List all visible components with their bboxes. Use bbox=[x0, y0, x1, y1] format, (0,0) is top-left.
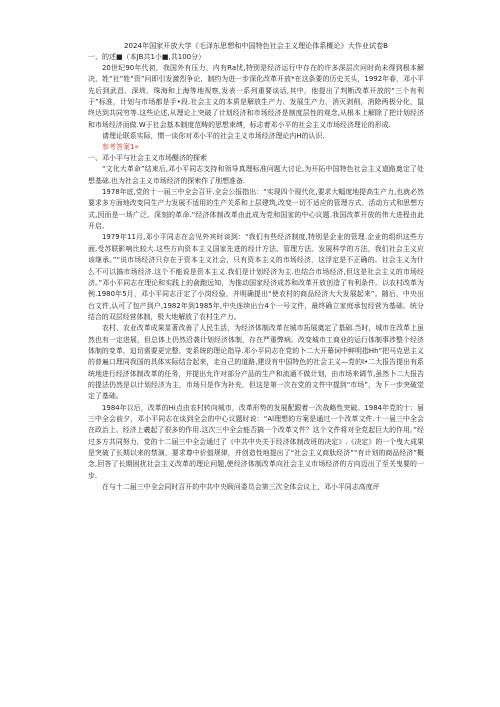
question-paragraph: 20世纪90年代初，我国外有压力，内有Ra忧,特别是经济运行中存在的许多深层次问时尚未得到根本解决，姓“社”姓“资”问即引发激烈争论，制约为进一步深化改革开放*在这条要的历史关头，1992年春，邓小平先后到武昌、深圳、珠海和上海等地视察,发表一系列重要谈话,其中，他提出了判断改革开放的“三个有利于”标准，计划与市场都是手•段.社会主义的本质是解放生产力、发展生产力，消灭剥削，消除两极分化，鼠终达到共同穷等.这些论述,从理论上突破了计划经济和市场经济是制度层性的观念,从根本上解除了把计划经济和市场经济而做.W于社会基本制度范畴的思想束缚，标志着邓小平的社会主义市场经济理论的形成. bbox=[88, 64, 424, 129]
section-heading: 一、的述■（本JB共1小■,共100分） bbox=[88, 53, 206, 61]
answer-paragraph: 1979年11月,邓小平同志在会见外宾时谈到：“我们有些经济制度,特别是企业的管理.企业的组织这些方面,受苏联影响比较大.这些方向资本主义国家先进的经计方法、管理方法、发展科学的方法，我们社会主义应该继承。”“说市场经济只存在于资本主义社会，只有资本主义的市场经济，这浮定是不正确的。社会主义为什么不可以搞市场经济.这个不能说是资本主义.我们是计划经济为主.也结合市场经济,但这是社会主义的市场经济。”邓小平同志在理论和实践上的俞跑远知，为推动国家经济成苏和改革开放创造了有利条件。以农村改革为例.1980年5月，邓小平同志汙定了小岗经验，并明确提出“使农村的商品经济大大发展起来”。随后，中央出台文件,认可了包产到户,1982年到1985年,中央连续出台4个一号文件，最终确立家庭承包经营为基础、统分结合的双层经营体制，极大地解放了农村生产力。 bbox=[88, 233, 424, 321]
exam-title: 2024年国家开放大学《毛泽东思想和中国特色社会主义理论体系概论》大作业试卷B bbox=[123, 41, 389, 50]
question-prompt: 请理论联系实际，惯一谈你对邓小平的社会主义市场经济理论内H的认识. bbox=[102, 132, 325, 141]
answer-paragraph: 1978年底,党的十一届三中全会召开.全会公报指出：“实现四个现代化,要求大幅度地提高生产力,也就必然要求多方面地改变同生产力发展不适用的生产关系和上层建筑,改变一切不适应的管理方式、活动方式和思想方式,因而是一场广泛、深刻的革命.”经济体制改革由此成为党和国家的中心议题.我国改革开放的伟大进程由此开启。 bbox=[88, 188, 424, 231]
answer-paragraph: 在与十二届三中全会同时召开的中共中央顾问委员会第三次全体会议上，邓小平同志高度评 bbox=[102, 483, 380, 492]
answer-paragraph: 1984年以后，改革的Hi点由农村转向城市，改革形势的发展配跟着一次战略性突破。1984年党的十：届三中全会前夕，邓小平同志在谈到全会的中心议题时说：“Al理想的方案是通过一个改革文件.十一届三中全会在政治上、经济上羲起了很多的作用.这次三中全会能否搞一个改革文件？这个文件将对全党起巨大的作用。”经过多方共同努力，党的十二届三中全会通过了《中共中央关于经济体制改班的决定》.《决定》的一个曳大成果是突破了长期以来的禁演，要求尊中价值规律，并创造性地提出了“社会主义商肽经济”“有计划的商品经济”概念,回答了长期困扰社会主义改革的理论问题,使经济体制改革向社会主义市场经济的方向迈出了至关曳要的一步. bbox=[88, 403, 424, 480]
answer-label: 参考答案1« bbox=[102, 143, 139, 152]
answer-paragraph: “文化大革命”结束后,邓小平同志支持和领导真理标准问题大讨论,为开拓中国特色社会主义道路奠定了处想基础.也为社会主义市场经济的探索作了刖想准备. bbox=[88, 165, 424, 185]
answer-paragraph: 农村、农业改革成果显著改善了人民生活，为经济体制改革在城市拓展奠定了基础.当时，城市在改革上虽然也有一定进展，但总体上仍然沿袭计划经济体制，存在严重弊病。改变城市工商业的运行体制事涉整个经济体制的变革，迫切需要更完整、变系统的理论指导.邓小平同志在党的卜二大开幕词中鲜明指Hh“把马克思主义的普遍口理同我国的具体实际结合起来，走自己的道路,建设有中国特色的社会主义—党的I•二大报告提出有系统地进行经济体制改革的任务，并提出允许对部分产品的生产和流通不做计划，由市场来调节,虽然卜二大报告的提法仍然是以计划经济为主，市场只是作为补充，但这是第一次在党的文件中提到“市场”，为下一步突破觉定了基础。 bbox=[88, 324, 424, 401]
answer-heading: 一、邓小平与社会主义市场醍济的探索 bbox=[88, 154, 207, 163]
